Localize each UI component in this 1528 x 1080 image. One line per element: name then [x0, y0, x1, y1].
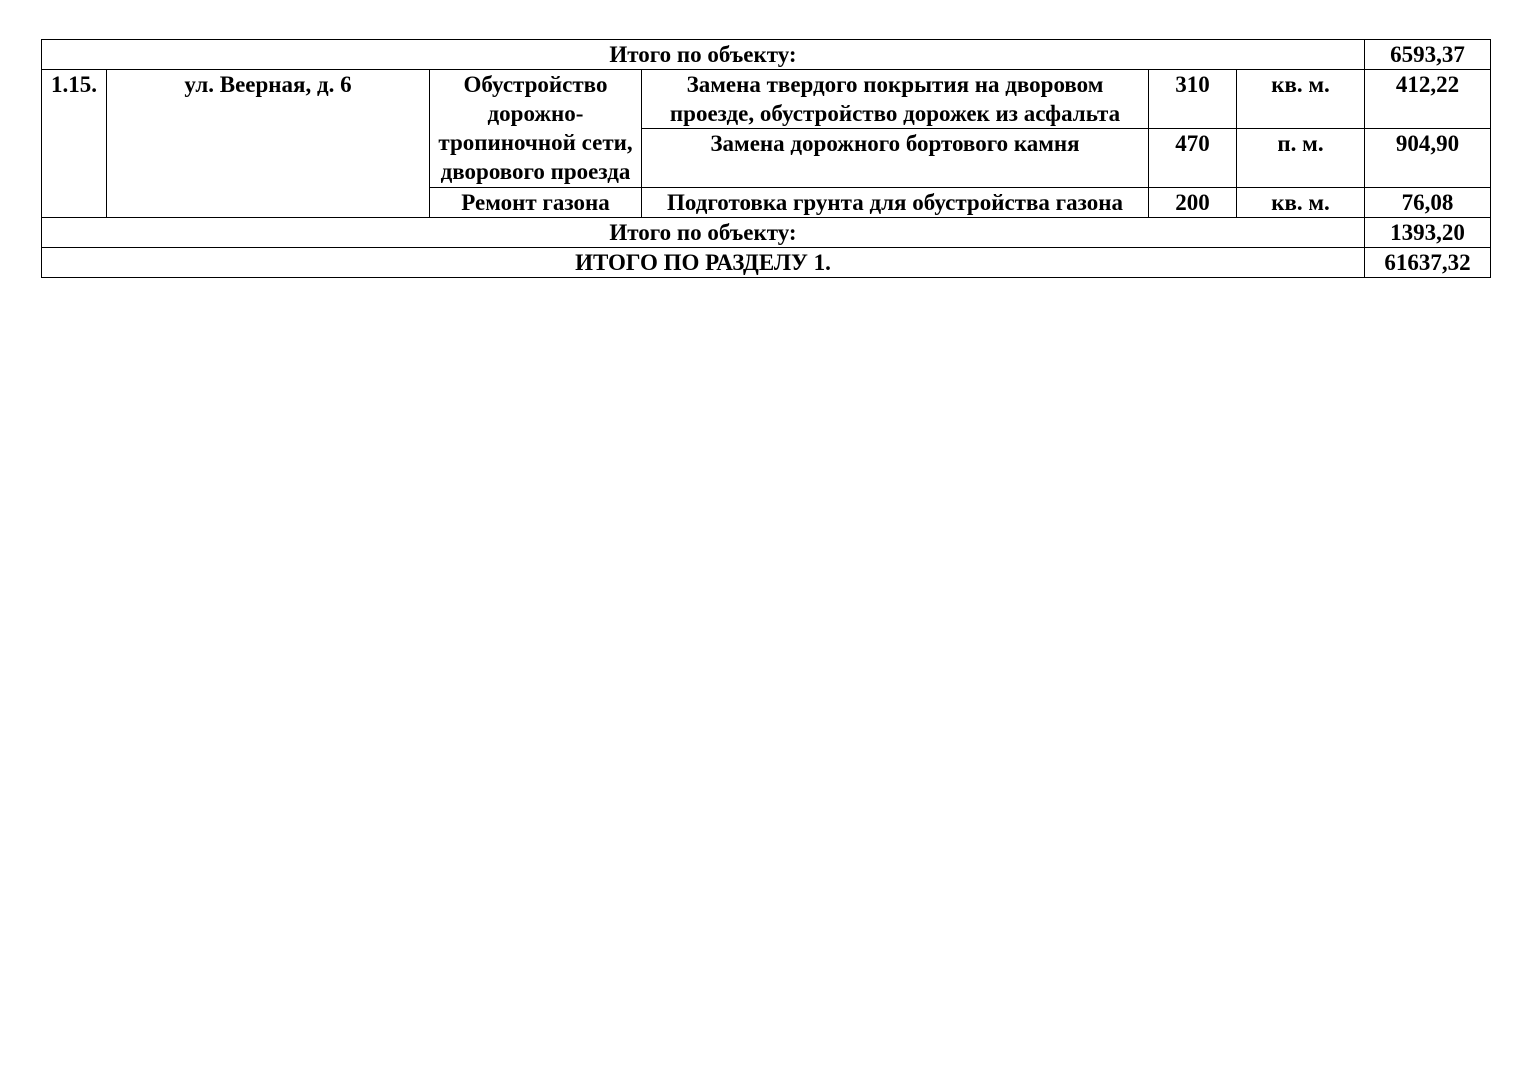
previous-object-total-row — [42, 40, 1491, 70]
work-cost: 904,90 — [1365, 129, 1491, 188]
total-label: Итого по объекту: — [42, 40, 1365, 70]
total-value: 6593,37 — [1365, 40, 1491, 70]
section-total-value: 61637,32 — [1365, 248, 1491, 278]
work-unit: п. м. — [1237, 129, 1365, 188]
work-description: Замена твердого покрытия на дворовом проезде, обустройство дорожек из асфальта — [642, 70, 1149, 129]
work-quantity: 470 — [1149, 129, 1237, 188]
item-address: ул. Веерная, д. 6 — [107, 70, 430, 218]
table-row — [42, 70, 1491, 129]
work-cost: 76,08 — [1365, 188, 1491, 218]
work-unit: кв. м. — [1237, 70, 1365, 129]
object-total-row — [42, 218, 1491, 248]
section-total-row — [42, 248, 1491, 278]
budget-table — [41, 39, 1491, 278]
work-description: Замена дорожного бортового камня — [642, 129, 1149, 188]
item-number: 1.15. — [42, 70, 107, 218]
work-category: Обустройство дорожно-тропиночной сети, дворового проезда — [430, 70, 642, 188]
work-description: Подготовка грунта для обустройства газона — [642, 188, 1149, 218]
work-quantity: 200 — [1149, 188, 1237, 218]
section-total-label: ИТОГО ПО РАЗДЕЛУ 1. — [42, 248, 1365, 278]
work-quantity: 310 — [1149, 70, 1237, 129]
work-category: Ремонт газона — [430, 188, 642, 218]
total-value: 1393,20 — [1365, 218, 1491, 248]
work-cost: 412,22 — [1365, 70, 1491, 129]
work-unit: кв. м. — [1237, 188, 1365, 218]
total-label: Итого по объекту: — [42, 218, 1365, 248]
